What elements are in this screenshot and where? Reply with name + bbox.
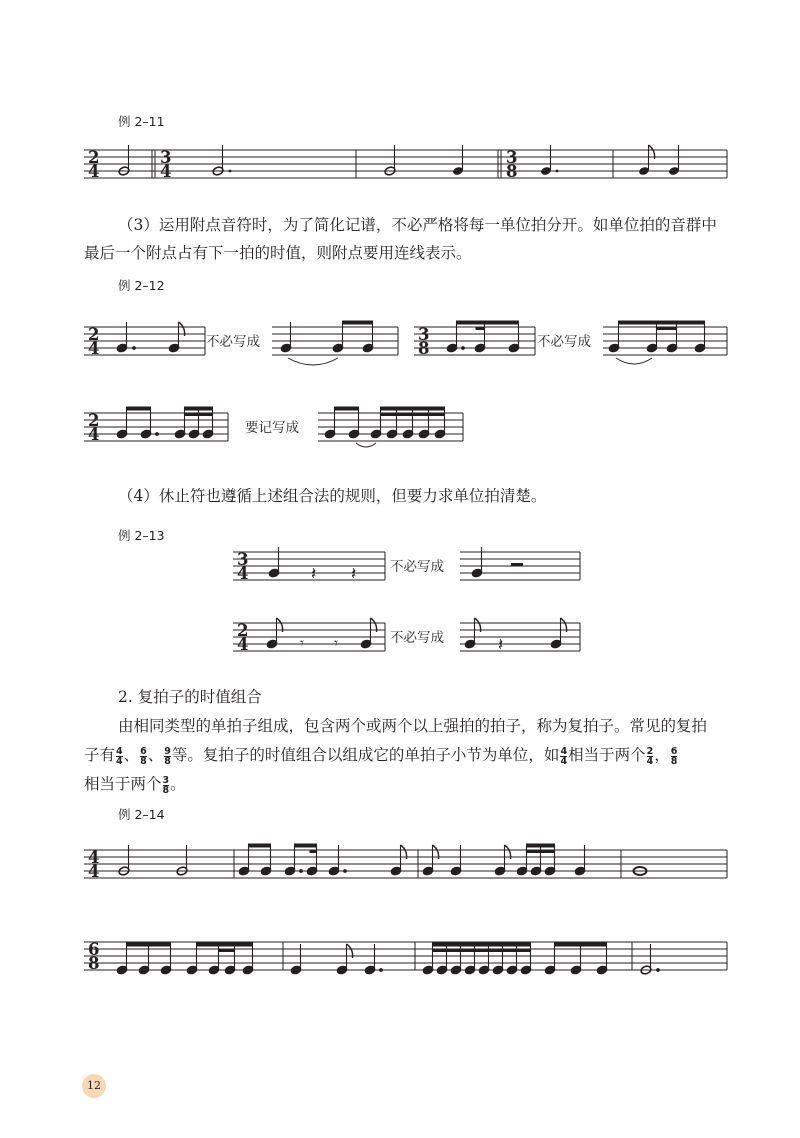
staff-example-2-12-row-2 — [0, 395, 800, 465]
time-signature-numerator: 2 — [88, 411, 100, 430]
paragraph-3-line-1: （3）运用附点音符时，为了简化记谱，不必严格将每一单位拍分开。如单位拍的音群中 — [118, 216, 717, 234]
time-signature-numerator: 4 — [88, 848, 100, 867]
denominator: 8 — [164, 755, 171, 767]
paragraph-4: （4）休止符也遵循上述组合法的规则，但要力求单位拍清楚。 — [118, 487, 547, 505]
text: 相当于两个 — [84, 775, 162, 793]
staff-example-2-11 — [0, 0, 800, 200]
annotation-must-write: 要记写成 — [245, 420, 299, 436]
section-heading: 2. 复拍子的时值组合 — [118, 688, 262, 706]
time-signature-numerator: 2 — [88, 148, 100, 167]
text: 子有 — [84, 746, 116, 764]
time-signature-numerator: 2 — [88, 325, 100, 344]
note-group — [280, 321, 374, 365]
time-signature-denominator: 8 — [88, 954, 100, 973]
eighth-rest-icon: 𝄾 — [300, 634, 304, 652]
note-group — [608, 321, 706, 364]
example-label-2-11: 例 2–11 — [118, 114, 165, 129]
staff-example-2-13 — [0, 540, 800, 665]
time-signature-denominator: 4 — [88, 162, 100, 181]
text: 、 — [123, 746, 140, 764]
annotation-not-needed: 不必写成 — [537, 334, 591, 350]
denominator: 8 — [140, 755, 147, 767]
time-signature-denominator: 4 — [88, 339, 100, 358]
quarter-rest-icon: 𝄽 — [498, 635, 504, 655]
text: 相当于两个 — [568, 746, 646, 764]
section-2-line-1: 由相同类型的单拍子组成，包含两个或两个以上强拍的拍子，称为复拍子。常见的复拍 — [118, 717, 708, 735]
numerator: 4 — [116, 745, 123, 757]
time-signature-numerator: 2 — [237, 621, 249, 640]
numerator: 4 — [560, 745, 568, 757]
numerator: 2 — [646, 745, 654, 757]
staff-lines — [84, 942, 727, 970]
denominator: 4 — [116, 755, 123, 767]
fraction-6-8 — [140, 747, 147, 766]
section-2-line-2 — [84, 741, 678, 769]
text: 等。复拍子的时值组合以组成它的单拍子小节为单位，如 — [171, 746, 560, 764]
time-signature-numerator: 3 — [160, 148, 172, 167]
time-signature-denominator: 8 — [418, 339, 430, 358]
annotation-not-needed: 不必写成 — [206, 334, 260, 350]
page-number: 12 — [82, 1074, 106, 1098]
time-signature-denominator: 4 — [88, 425, 100, 444]
text: 、 — [147, 746, 164, 764]
staff-lines — [84, 150, 727, 178]
text: 。 — [170, 775, 186, 793]
staff-lines — [84, 327, 727, 355]
fraction-9-8 — [164, 747, 171, 766]
time-signature-denominator: 8 — [506, 162, 518, 181]
denominator: 8 — [670, 755, 678, 767]
staff-example-2-12-row-1 — [0, 300, 800, 380]
quarter-rest-icon: 𝄽 — [311, 564, 317, 584]
time-signature-denominator: 4 — [88, 862, 100, 881]
numerator: 9 — [164, 745, 171, 757]
fraction-4-4 — [560, 747, 567, 766]
time-signature-numerator: 3 — [237, 550, 249, 569]
text: ， — [654, 746, 670, 764]
example-label-2-14: 例 2–14 — [118, 807, 165, 822]
numerator: 6 — [670, 745, 678, 757]
example-label-2-12: 例 2–12 — [118, 278, 165, 293]
time-signature-numerator: 3 — [506, 148, 518, 167]
staff-lines — [84, 850, 727, 878]
fraction-2-4 — [647, 747, 654, 766]
half-rest-icon — [511, 563, 523, 566]
example-label-2-13: 例 2–13 — [118, 528, 165, 543]
quarter-rest-icon: 𝄽 — [351, 564, 357, 584]
denominator: 8 — [162, 784, 170, 796]
time-signature-denominator: 4 — [237, 635, 249, 654]
denominator: 4 — [646, 755, 654, 767]
time-signature-denominator: 4 — [160, 162, 172, 181]
annotation-not-needed: 不必写成 — [390, 559, 444, 575]
denominator: 4 — [560, 755, 568, 767]
time-signature-numerator: 3 — [418, 325, 430, 344]
note-group — [446, 321, 520, 353]
numerator: 6 — [140, 745, 147, 757]
fraction-6-8 — [671, 747, 678, 766]
staff-example-2-14-row-1 — [0, 825, 800, 895]
fraction-4-4 — [116, 747, 123, 766]
fraction-3-8 — [163, 776, 170, 795]
staff-example-2-14-row-2 — [0, 930, 800, 990]
paragraph-3-line-2: 最后一个附点占有下一拍的时值，则附点要用连线表示。 — [84, 244, 472, 262]
annotation-not-needed: 不必写成 — [390, 630, 444, 646]
eighth-rest-icon: 𝄾 — [334, 634, 338, 652]
numerator: 3 — [162, 774, 170, 786]
section-2-line-3 — [84, 770, 186, 798]
time-signature-denominator: 4 — [237, 564, 249, 583]
time-signature-numerator: 6 — [88, 940, 100, 959]
